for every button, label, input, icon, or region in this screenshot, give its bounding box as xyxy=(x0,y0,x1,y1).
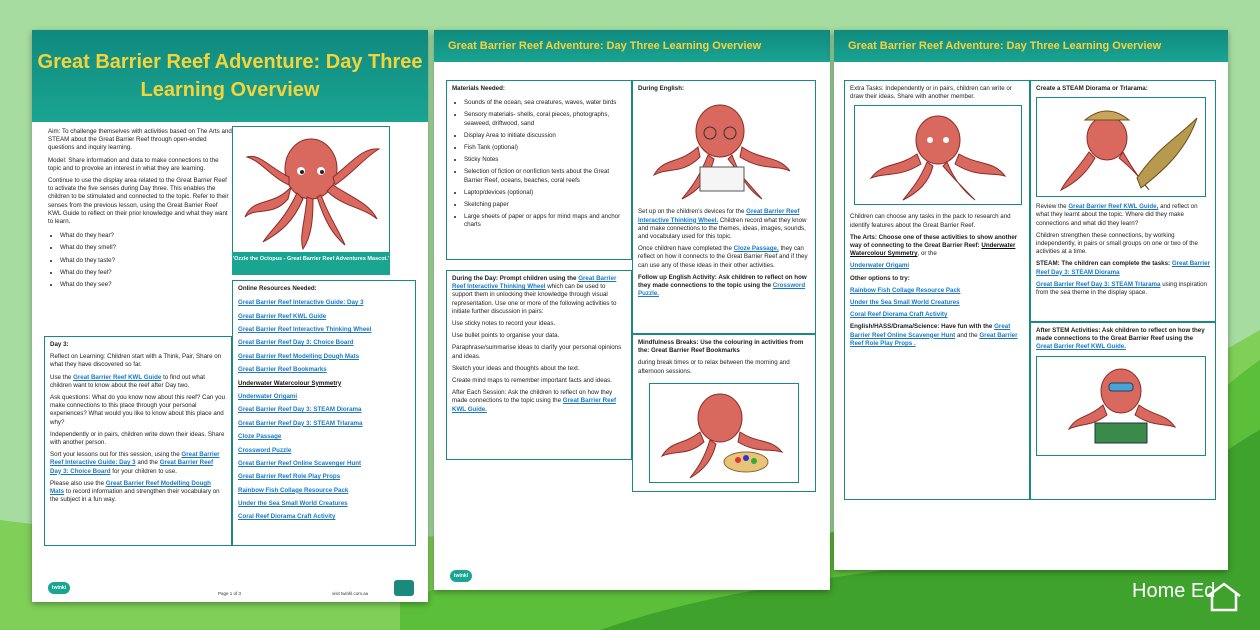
arts-text: The Arts: Choose one of these activities to show another way of connecting to the Great Barrier Reef: Underwater Watercolour Symmetry, or the xyxy=(850,233,1018,258)
list-item: • What do they hear? xyxy=(60,232,232,240)
scientist-octopus-image xyxy=(1037,357,1205,455)
list-item: • Selection of fiction or nonfiction texts about the Great Barrier Reef, oceans, beaches, coral reefs xyxy=(464,168,626,184)
mascot-caption: 'Ozzie the Octopus - Great Barrier Reef Adventures Mascot.' xyxy=(232,252,390,275)
bullets-text: Use bullet points to organise your data. xyxy=(452,332,560,340)
aim-text: Aim: To challenge themselves with activities based on The Arts and STEAM about the Great Barrier Reef through open-ended questions and inquiry learning. xyxy=(48,128,232,152)
resource-link[interactable]: Great Barrier Reef Day 3: STEAM Trlarama xyxy=(238,419,363,427)
scavenger-link[interactable]: Great Barrier Reef Online Scavenger Hunt xyxy=(850,323,1011,339)
steam-box: Create a STEAM Diorama or Trlarama: Review the Great Barrier Reef KWL Guide, and reflect on what they learnt about the topic. Where did they make connections and what did they learn? Children strengthen these connections, by working independently, in pairs or small groups on one or two of the activities at a time. STEAM: The children can complete the tasks: Great Barrier Reef Day 3: STEAM Diorama Great Barrier Reef Day 3: STEAM Trlarama using inspiration from the sea theme in the display space. xyxy=(1030,80,1216,322)
list-item: • Laptop/devices (optional) xyxy=(464,189,626,197)
list-item: • What do they feel? xyxy=(60,269,232,277)
crossword-link[interactable]: Crossword Puzzle. xyxy=(638,282,806,298)
origami-link[interactable]: Underwater Origami xyxy=(850,262,910,270)
resource-link[interactable]: Great Barrier Reef Day 3: Choice Board xyxy=(238,339,354,347)
resource-link[interactable]: Coral Reef Diorama Craft Activity xyxy=(238,513,336,521)
choose-text: Children can choose any tasks in the pack to research and identify features about the Great Barrier Reef. xyxy=(850,213,1011,229)
list-item: • What do they see? xyxy=(60,281,232,289)
english-box xyxy=(632,80,816,334)
site-url: visit twinkl.com.au xyxy=(332,591,369,596)
english-title: During English: xyxy=(638,85,685,92)
ask-text: Ask questions: What do you know now about this reef? Can you make connections to this place through your personal experiences? What would you like to know about this place and why? xyxy=(50,394,226,426)
resource-link[interactable]: Great Barrier Reef Modelling Dough Mats xyxy=(238,352,360,360)
resource-link[interactable]: Great Barrier Reef Day 3: STEAM Diorama xyxy=(238,406,362,414)
resource-link[interactable]: Rainbow Fish Collage Resource Pack xyxy=(238,486,349,494)
guide-link[interactable]: Great Barrier Reef Interactive Guide: Day 3 xyxy=(50,451,220,467)
during-day-text: During the Day: Prompt children using the Great Barrier Reef Interactive Thinking Wheel which can be used to support them in unlocking their knowledge through visual representation. Use one or more of the following activities to initiate further discussion in pairs: xyxy=(452,275,617,315)
page-one-title: Great Barrier Reef Adventure: Day Three Learning Overview xyxy=(32,30,428,122)
page-three-title: Great Barrier Reef Adventure: Day Three Learning Overview xyxy=(834,30,1228,62)
resource-link[interactable]: Crossword Puzzle xyxy=(238,446,292,454)
list-item: • Sounds of the ocean, sea creatures, waves, water birds xyxy=(464,99,626,107)
list-item: • Display Area to initiate discussion xyxy=(464,132,626,140)
resources-list xyxy=(238,299,410,521)
other-title: Other options to try: xyxy=(850,274,910,282)
home-ed-label: Home Ed xyxy=(1132,580,1216,602)
small-world-link[interactable]: Under the Sea Small World Creatures xyxy=(850,299,960,307)
list-item: • Fish Tank (optional) xyxy=(464,144,626,152)
watercolour-link[interactable]: Underwater Watercolour Symmetry xyxy=(850,242,1016,258)
review-text: Review the Great Barrier Reef KWL Guide, and reflect on what they learnt about the topic. Where did they make connections and what did they learn? xyxy=(1036,203,1198,227)
after-session-text: After Each Session: Ask the children to reflect on how they made connections to the topic using the Great Barrier Reef KWL Guide. xyxy=(452,389,617,413)
after-stem-box xyxy=(1030,322,1216,500)
please-text: Please also use the Great Barrier Reef Modelling Dough Mats to record information and strengthen their vocabulary on the subject in a fun way. xyxy=(50,479,220,504)
kwl-link[interactable]: Great Barrier Reef KWL Guide. xyxy=(452,397,617,413)
octopus-frame xyxy=(854,105,1022,205)
mascot-frame xyxy=(232,126,390,272)
twinkl-logo xyxy=(1132,540,1215,602)
twinkl-wordmark: twinkl xyxy=(1132,538,1215,571)
follow-text: Follow up English Activity: Ask children to reflect on how they made connections to the topic using the Crossword Puzzle. xyxy=(638,273,807,298)
twinkl-small-logo: twinkl xyxy=(48,582,70,594)
scientist-octopus-frame xyxy=(1036,356,1206,456)
page-two-title: Great Barrier Reef Adventure: Day Three Learning Overview xyxy=(434,30,830,62)
resource-link[interactable]: Underwater Origami xyxy=(238,392,298,400)
list-item: • Sketching paper xyxy=(464,201,626,209)
role-play-link[interactable]: Great Barrier Reef Role Play Props . xyxy=(850,331,1018,347)
sticky-text: Use sticky notes to record your ideas. xyxy=(452,320,556,328)
steam-diorama-link[interactable]: Great Barrier Reef Day 3: STEAM Diorama xyxy=(1036,260,1211,276)
list-item: • Sensory materials- shells, coral pieces, photographs, seaweed, driftwood, sand xyxy=(464,111,626,127)
twinkl-small-logo: twinkl xyxy=(450,570,472,582)
day3-title: Day 3: xyxy=(50,341,69,348)
after-stem-text: After STEM Activities: Ask children to reflect on how they made connections to the Great Barrier Reef using the Great Barrier Reef KWL Guide. xyxy=(1036,327,1205,351)
day3-box xyxy=(44,336,232,546)
page-two xyxy=(434,30,830,590)
resource-link[interactable]: Great Barrier Reef KWL Guide xyxy=(238,312,327,320)
list-item: • Large sheets of paper or apps for mind maps and anchor charts xyxy=(464,213,626,229)
octopus-image xyxy=(855,106,1021,204)
intro-text xyxy=(48,128,232,293)
resource-link[interactable]: Under the Sea Small World Creatures xyxy=(238,500,348,508)
use-text: Use the Great Barrier Reef KWL Guide to find out what children want to know about the reef after Day two. xyxy=(50,373,206,389)
reflect-text: Reflect on Learning: Children start with a Think, Pair, Share on what they have discovered so far. xyxy=(50,353,222,369)
explorer-octopus-image xyxy=(1037,98,1205,196)
octopus-reading-image xyxy=(638,95,808,205)
page-three xyxy=(834,30,1228,570)
materials-list xyxy=(452,99,626,229)
resource-link[interactable]: Great Barrier Reef Bookmarks xyxy=(238,366,327,374)
explorer-octopus-frame xyxy=(1036,97,1206,197)
during-day-box xyxy=(446,270,632,460)
page-number: Page 1 of 3 xyxy=(218,591,242,596)
kwl-link[interactable]: Great Barrier Reef KWL Guide, xyxy=(1068,203,1159,211)
resources-box xyxy=(232,280,416,546)
rainbow-fish-link[interactable]: Rainbow Fish Collage Resource Pack xyxy=(850,286,961,294)
resource-link[interactable]: Great Barrier Reef Online Scavenger Hunt xyxy=(238,459,362,467)
dough-mats-link[interactable]: Great Barrier Reef Modelling Dough Mats xyxy=(50,479,211,496)
model-text: Model: Share information and data to make connections to the topic and to provoke an interest in what they are learning. xyxy=(48,156,219,172)
list-item: • What do they taste? xyxy=(60,257,232,265)
steam-text: STEAM: The children can complete the tasks: Great Barrier Reef Day 3: STEAM Diorama xyxy=(1036,260,1211,276)
materials-box xyxy=(446,80,632,260)
extra-text: Extra Tasks: Independently or in pairs, children can write or draw their ideas. Share with another member. xyxy=(850,85,1012,101)
kwl-link[interactable]: Great Barrier Reef KWL Guide. xyxy=(1036,343,1126,351)
mindfulness-text: Mindfulness Breaks: Use the colouring in activities from the: Great Barrier Reef Bookmarks xyxy=(638,339,804,355)
badge-icon xyxy=(394,580,414,596)
materials-title: Materials Needed: xyxy=(452,85,505,92)
continue-text: Continue to use the display area related to the Great Barrier Reef to activate the five senses during Day three. This enables the children to be stimulated and connected to the topic. Refer to their senses from the previous lesson, using the Great Barrier Reef KWL Guide to reflect on their prior knowledge and what they want to learn. xyxy=(48,177,229,226)
resource-link[interactable]: Great Barrier Reef Role Play Props xyxy=(238,473,341,481)
english-hass-text: English/HASS/Drama/Science: Have fun with the Great Barrier Reef Online Scavenger Hunt and the Great Barrier Reef Role Play Props . xyxy=(850,323,1018,347)
octopus-painting-image xyxy=(650,384,798,482)
thinking-wheel-link[interactable]: Great Barrier Reef Interactive Thinking Wheel. xyxy=(638,208,800,224)
resource-link[interactable]: Underwater Watercolour Symmetry xyxy=(238,379,342,387)
steam-trlarama-link[interactable]: Great Barrier Reef Day 3: STEAM Trlarama xyxy=(1036,280,1161,288)
paraphrase-text: Paraphrase/summarise ideas to clarify your personal opinions and ideas. xyxy=(452,344,622,360)
indep-text: Independently or in pairs, children write down their ideas. Share with another person. xyxy=(50,430,225,447)
cloze-link[interactable]: Cloze Passage, xyxy=(733,245,779,253)
octopus-image xyxy=(233,127,389,253)
resource-link[interactable]: Great Barrier Reef Interactive Thinking Wheel xyxy=(238,325,372,333)
resources-title: Online Resources Needed: xyxy=(238,285,317,292)
extra-tasks-box xyxy=(844,80,1030,500)
steam-title: Create a STEAM Diorama or Trlarama: xyxy=(1036,85,1148,92)
list-item: • Sticky Notes xyxy=(464,156,626,164)
choice-board-link[interactable]: Great Barrier Reef Day 3: Choice Board xyxy=(50,459,214,475)
mindfulness-box xyxy=(632,334,816,492)
setup-text: Set up on the children's devices for the Great Barrier Reef Interactive Thinking Wheel. Children record what they know and make connections to the themes, ideas, images, sounds, and vocabulary used for this topic. xyxy=(638,208,807,241)
resource-link[interactable]: Cloze Passage xyxy=(238,433,282,441)
house-icon xyxy=(1204,580,1244,614)
list-item: • What do they smell? xyxy=(60,244,232,252)
coral-diorama-link[interactable]: Coral Reef Diorama Craft Activity xyxy=(850,311,948,319)
resource-link[interactable]: Great Barrier Reef Interactive Guide: Day 3 xyxy=(238,299,364,307)
sketch-text: Sketch your ideas and thoughts about the text. xyxy=(452,364,580,372)
strengthen-text: Children strengthen these connections, by working independently, in pairs or small groups on one or two of the activities at a time. xyxy=(1036,231,1198,256)
kwl-link[interactable]: Great Barrier Reef KWL Guide xyxy=(73,373,162,381)
mindmap-text: Create mind maps to remember important facts and ideas. xyxy=(452,377,612,385)
senses-list xyxy=(48,232,232,289)
thinking-wheel-link[interactable]: Great Barrier Reef Interactive Thinking Wheel xyxy=(452,275,617,291)
page-one xyxy=(32,30,428,602)
breaks-time-text: during break times or to relax between the morning and afternoon sessions. xyxy=(638,359,790,375)
sort-text: Sort your lessons out for this session, using the Great Barrier Reef Interactive Guide: Day 3 and the Great Barrier Reef Day 3: Choice Board for your children to use. xyxy=(50,451,220,475)
octopus-painting-frame xyxy=(649,383,799,483)
once-text: Once children have completed the Cloze Passage, they can reflect on how it connects to the Great Barrier Reef and if they can use any of these ideas in their other activities. xyxy=(638,245,808,269)
